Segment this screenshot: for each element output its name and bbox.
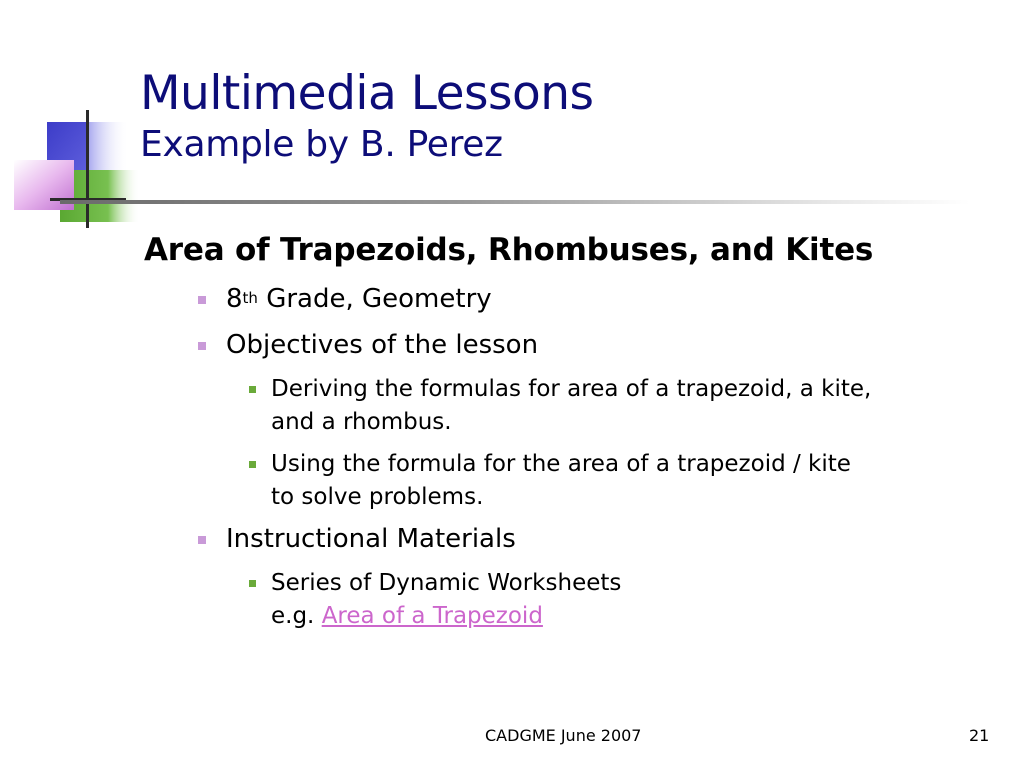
slide-number: 21	[969, 726, 990, 745]
list-item-instructional-materials	[226, 524, 516, 554]
sub-item-line-2	[271, 600, 1001, 633]
slide-title	[140, 66, 594, 165]
footer-text: CADGME June 2007	[485, 726, 642, 745]
grade-number: 8	[226, 284, 243, 314]
square-bullet-icon	[198, 536, 206, 544]
area-of-trapezoid-link[interactable]: Area of a Trapezoid	[321, 603, 543, 629]
decorative-squares-logo	[0, 0, 150, 240]
square-bullet-icon	[249, 386, 256, 393]
sub-item-line-2: and a rhombus.	[271, 409, 452, 435]
square-bullet-icon	[249, 580, 256, 587]
sub-item-line-1: Using the formula for the area of a trapezoid / kite	[271, 451, 851, 477]
example-prefix: e.g.	[271, 603, 322, 629]
grade-subject: Grade, Geometry	[257, 284, 492, 314]
square-bullet-icon	[198, 296, 206, 304]
sub-item-line-1: Deriving the formulas for area of a trapezoid, a kite,	[271, 376, 872, 402]
square-bullet-icon	[249, 461, 256, 468]
title-underline-divider	[60, 200, 970, 204]
title-line-2: Example by B. Perez	[140, 124, 503, 165]
list-item-label: Objectives of the lesson	[226, 330, 539, 360]
sub-item-using-formula	[271, 448, 1001, 514]
title-line-1: Multimedia Lessons	[140, 66, 594, 121]
sub-item-line-2: to solve problems.	[271, 484, 484, 510]
grade-ordinal-suffix: th	[242, 289, 258, 307]
sub-item-line-1: Series of Dynamic Worksheets	[271, 570, 622, 596]
sub-item-dynamic-worksheets	[271, 567, 1001, 633]
lesson-heading: Area of Trapezoids, Rhombuses, and Kites	[144, 232, 874, 268]
list-item-objectives	[226, 330, 538, 360]
square-bullet-icon	[198, 342, 206, 350]
list-item-label: Instructional Materials	[226, 524, 516, 554]
sub-item-deriving-formulas	[271, 373, 1001, 439]
list-item-grade	[226, 284, 492, 314]
